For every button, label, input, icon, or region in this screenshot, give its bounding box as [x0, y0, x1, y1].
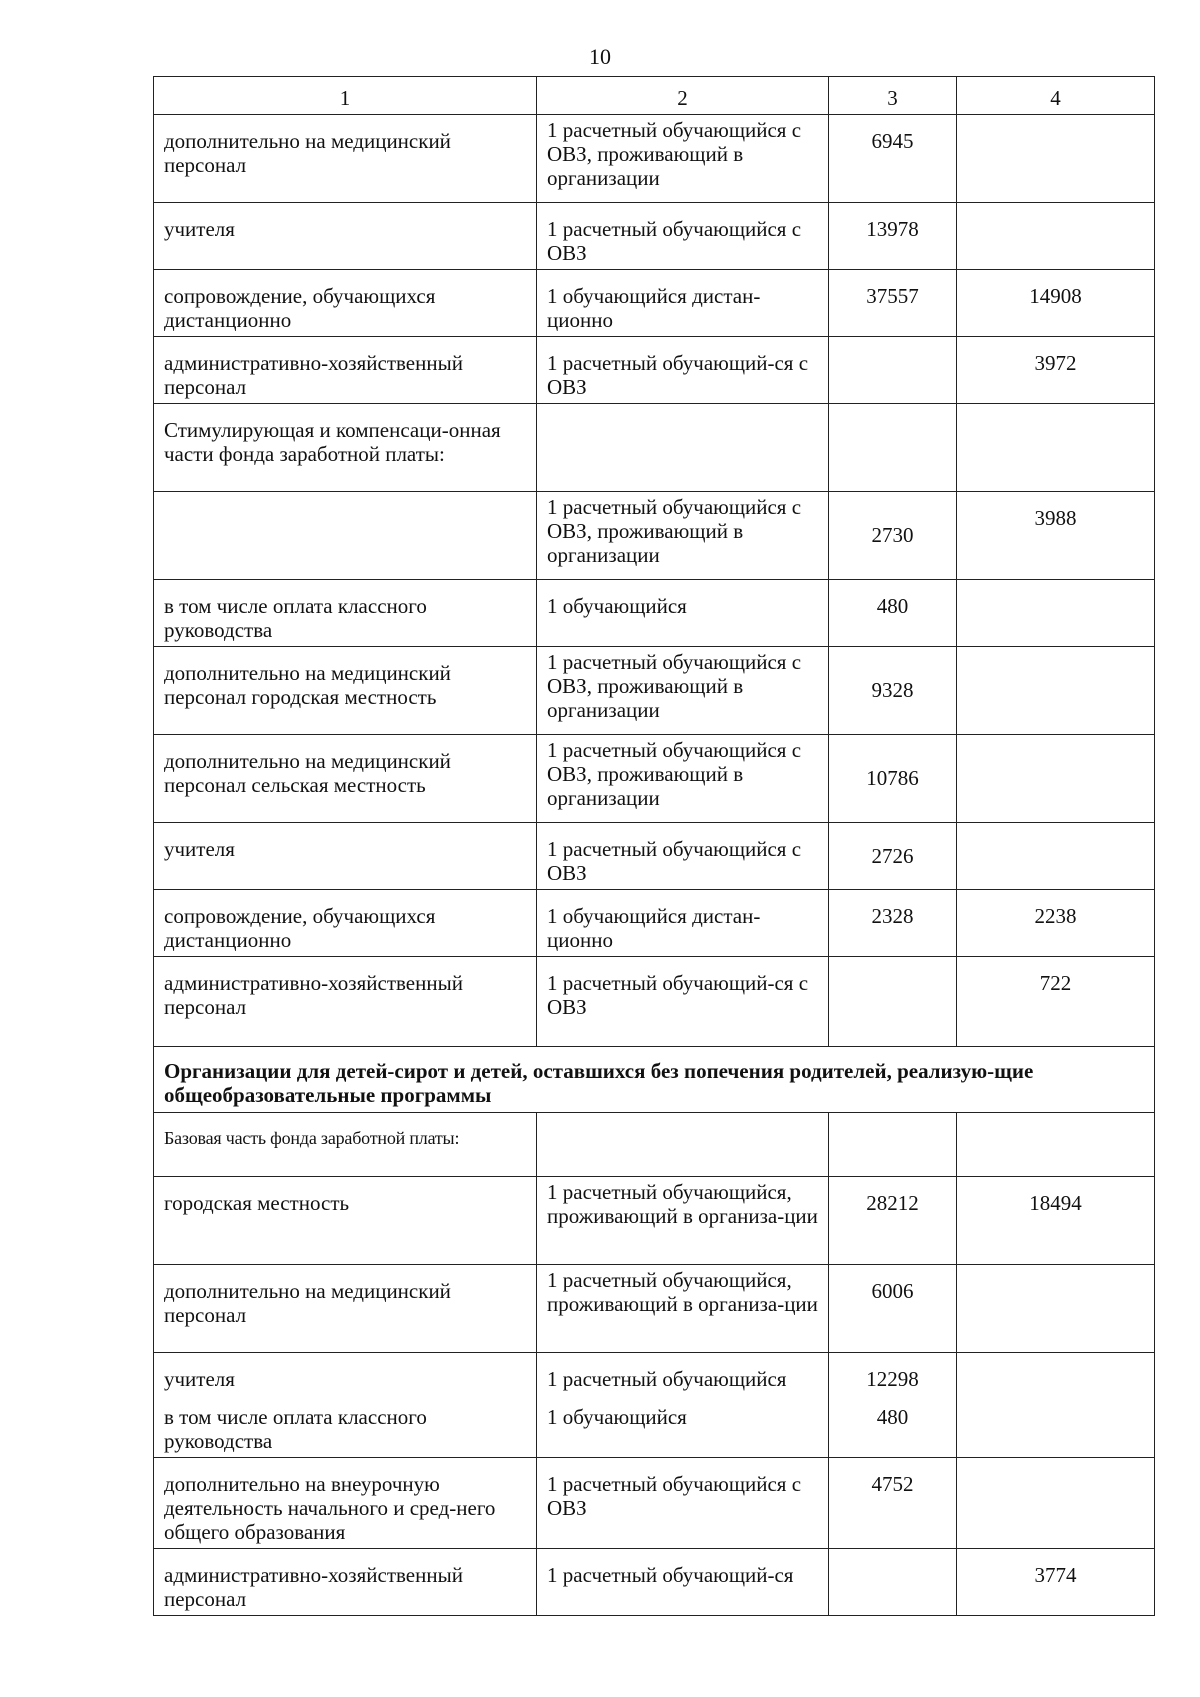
row-value-col3: 2730 — [829, 492, 957, 580]
table-row — [154, 1113, 1155, 1177]
table-row — [154, 647, 1155, 735]
row-unit: 1 расчетный обучающийся с ОВЗ, проживающий в организации — [537, 647, 829, 735]
row-label-teachers: учителя — [164, 1367, 235, 1391]
row-value-col4 — [957, 404, 1155, 492]
row-value-col4 — [957, 1113, 1155, 1177]
row-unit: 1 расчетный обучающийся, проживающий в организа-ции — [537, 1265, 829, 1353]
header-cell-3: 3 — [829, 77, 957, 115]
header-cell-2: 2 — [537, 77, 829, 115]
row-label: дополнительно на внеурочную деятельность начального и сред-него общего образования — [154, 1458, 537, 1549]
row-unit: 1 обучающийся дистан-ционно — [537, 890, 829, 957]
row-value-col3: 13978 — [829, 203, 957, 270]
row-value-col3 — [829, 1549, 957, 1616]
table-row — [154, 957, 1155, 1047]
table-row — [154, 580, 1155, 647]
row-unit: 1 обучающийся дистан-ционно — [537, 270, 829, 337]
table-row — [154, 1177, 1155, 1265]
table-row — [154, 823, 1155, 890]
row-unit-teachers: 1 расчетный обучающийся — [547, 1367, 787, 1391]
row-unit: 1 расчетный обучающийся с ОВЗ — [537, 823, 829, 890]
table-row — [154, 735, 1155, 823]
row-unit — [537, 404, 829, 492]
section-row — [154, 1047, 1155, 1113]
row-value-col3: 4752 — [829, 1458, 957, 1549]
row-label: дополнительно на медицинский персонал городская местность — [154, 647, 537, 735]
row-value-col4 — [957, 115, 1155, 203]
row-value-col3: 6945 — [829, 115, 957, 203]
row-value-class-guidance: 480 — [876, 1405, 909, 1429]
row-value-col3 — [829, 1353, 957, 1458]
row-unit: 1 расчетный обучающийся с ОВЗ, проживающий в организации — [537, 115, 829, 203]
row-label: учителя — [154, 203, 537, 270]
row-unit: 1 расчетный обучающийся с ОВЗ — [537, 203, 829, 270]
row-value-col3: 37557 — [829, 270, 957, 337]
row-unit: 1 расчетный обучающийся с ОВЗ — [537, 1458, 829, 1549]
table-row — [154, 1353, 1155, 1458]
row-value-col4 — [957, 1265, 1155, 1353]
row-unit: 1 расчетный обучающий-ся с ОВЗ — [537, 337, 829, 404]
row-value-col4 — [957, 203, 1155, 270]
row-value-col4: 14908 — [957, 270, 1155, 337]
row-unit — [537, 1353, 829, 1458]
table-row — [154, 1265, 1155, 1353]
table-row — [154, 337, 1155, 404]
table-row — [154, 1458, 1155, 1549]
row-label: административно-хозяйственный персонал — [154, 1549, 537, 1616]
row-label-class-guidance: в том числе оплата классного руководства — [164, 1405, 427, 1453]
data-table — [153, 76, 1155, 1616]
row-label — [154, 492, 537, 580]
row-value-col4: 3972 — [957, 337, 1155, 404]
table-row — [154, 492, 1155, 580]
row-unit — [537, 1113, 829, 1177]
header-cell-1: 1 — [154, 77, 537, 115]
row-value-col3: 480 — [829, 580, 957, 647]
row-value-col3 — [829, 404, 957, 492]
page-number: 10 — [589, 44, 611, 69]
row-value-col4: 3774 — [957, 1549, 1155, 1616]
row-label: учителя — [154, 823, 537, 890]
row-label: дополнительно на медицинский персонал — [154, 1265, 537, 1353]
row-label: сопровождение, обучающихся дистанционно — [154, 270, 537, 337]
row-value-col3 — [829, 1113, 957, 1177]
row-unit: 1 обучающийся — [537, 580, 829, 647]
row-label: в том числе оплата классного руководства — [154, 580, 537, 647]
row-value-col4 — [957, 823, 1155, 890]
table-row — [154, 404, 1155, 492]
row-unit: 1 расчетный обучающийся с ОВЗ, проживающий в организации — [537, 735, 829, 823]
row-value-col4 — [957, 580, 1155, 647]
row-label — [154, 1353, 537, 1458]
table-row — [154, 1549, 1155, 1616]
table-row — [154, 270, 1155, 337]
row-value-col3 — [829, 957, 957, 1047]
row-unit: 1 расчетный обучающий-ся с ОВЗ — [537, 957, 829, 1047]
row-value-teachers: 12298 — [866, 1367, 919, 1391]
row-value-col4: 3988 — [957, 492, 1155, 580]
header-row — [154, 77, 1155, 115]
row-value-col4: 18494 — [957, 1177, 1155, 1265]
row-label: административно-хозяйственный персонал — [154, 337, 537, 404]
row-unit-class-guidance: 1 обучающийся — [547, 1405, 687, 1429]
row-value-col4 — [957, 1458, 1155, 1549]
row-label: городская местность — [154, 1177, 537, 1265]
row-label: дополнительно на медицинский персонал сельская местность — [154, 735, 537, 823]
table-row — [154, 203, 1155, 270]
row-label: Стимулирующая и компенсаци-онная части фонда заработной платы: — [154, 404, 537, 492]
header-cell-4: 4 — [957, 77, 1155, 115]
table-row — [154, 115, 1155, 203]
row-value-col3: 6006 — [829, 1265, 957, 1353]
row-value-col3: 2328 — [829, 890, 957, 957]
row-label: Базовая часть фонда заработной платы: — [154, 1113, 537, 1177]
row-value-col4 — [957, 647, 1155, 735]
row-value-col3: 9328 — [829, 647, 957, 735]
row-value-col3 — [829, 337, 957, 404]
row-unit: 1 расчетный обучающийся, проживающий в организа-ции — [537, 1177, 829, 1265]
table-row — [154, 890, 1155, 957]
section-title: Организации для детей-сирот и детей, оставшихся без попечения родителей, реализую-щие общеобразовательные программы — [154, 1047, 1155, 1113]
row-unit: 1 расчетный обучающий-ся — [537, 1549, 829, 1616]
row-label: сопровождение, обучающихся дистанционно — [154, 890, 537, 957]
row-label: административно-хозяйственный персонал — [154, 957, 537, 1047]
row-unit: 1 расчетный обучающийся с ОВЗ, проживающий в организации — [537, 492, 829, 580]
row-label: дополнительно на медицинский персонал — [154, 115, 537, 203]
row-value-col3: 2726 — [829, 823, 957, 890]
row-value-col4 — [957, 735, 1155, 823]
row-value-col4: 2238 — [957, 890, 1155, 957]
row-value-col4: 722 — [957, 957, 1155, 1047]
row-value-col3: 10786 — [829, 735, 957, 823]
row-value-col3: 28212 — [829, 1177, 957, 1265]
row-value-col4 — [957, 1353, 1155, 1458]
